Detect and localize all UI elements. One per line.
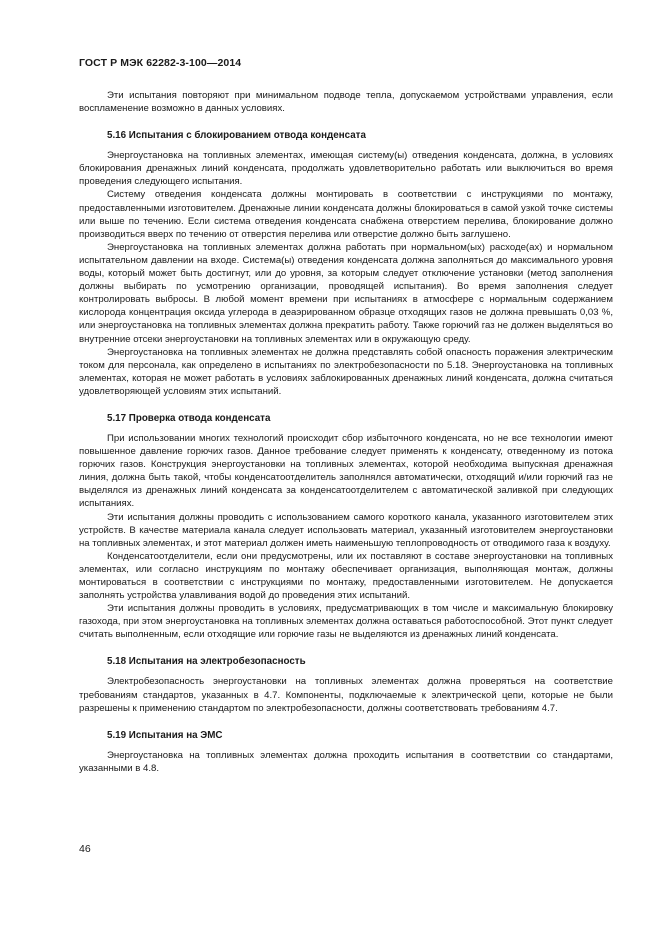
document-header: ГОСТ Р МЭК 62282-3-100—2014 [79,57,242,69]
section-title-5-16: 5.16 Испытания с блокированием отвода конденсата [107,130,366,142]
paragraph: Энергоустановка на топливных элементах, имеющая систему(ы) отведения конденсата, должна, в условиях блокирования дренажных линий конденсата, продолжать удовлетворительно работать или выключиться во время проведения следующего испытания. [79,150,613,188]
paragraph: Эти испытания должны проводить с использованием самого короткого канала, указанного изготовителем этих устройств. В качестве материала канала следует использовать материал, указанный изготовителем энергоустановки на топливных элементах, и этот материал должен иметь наименьшую теплопроводность от отводимого газа к воздуху. [79,511,613,549]
section-title-5-19: 5.19 Испытания на ЭМС [107,729,223,741]
paragraph: Систему отведения конденсата должны монтировать в соответствии с инструкциями по монтажу, предоставленными изготовителем. Дренажные линии конденсата должны блокироваться в самой узкой точке системы или выше по течению. Если система отведения конденсата снабжена отверстием перелива, блокирование должно производиться вверх по течению от отверстия перелива или отверстие должно быть заглушено. [79,189,613,240]
page-number: 46 [79,843,91,855]
intro-paragraph: Эти испытания повторяют при минимальном подводе тепла, допускаемом устройствами управления, если воспламенение возможно в данных условиях. [79,90,613,115]
paragraph: При использовании многих технологий происходит сбор избыточного конденсата, но не все технологии имеют повышенное давление горючих газов. Данное требование следует применять к конденсату, отведенному из потока горючих газов. Конструкция энергоустановки на топливных элементах, которой необходима выпускная дренажная линия, должна быть такой, чтобы конденсатоотделитель заполнялся автоматически, отходящий и/или горючий газ не выделялся из дренажных линий конденсата за конденсатоотделителем с автоматической заливкой при следующих испытаниях. [79,432,613,510]
section-title-5-18: 5.18 Испытания на электробезопасность [107,656,306,668]
paragraph: Эти испытания должны проводить в условиях, предусматривающих в том числе и максимальную блокировку газохода, при этом энергоустановка на топливных элементах должна оставаться работоспособной. Этот пункт следует считать выполненным, если отходящие или горючие газы не выделяются из дренажных линий конденсата. [79,603,613,641]
paragraph: Электробезопасность энергоустановки на топливных элементах должна проверяться на соответствие требованиям стандартов, указанных в 4.7. Компоненты, подключаемые к электрической цепи, которые не были разрешены к применению стандартом по электробезопасности, должны соответствовать требованиям 4.7. [79,676,613,714]
paragraph: Конденсатоотделители, если они предусмотрены, или их поставляют в составе энергоустановки на топливных элементах, или согласно инструкциям по монтажу обеспечивает организация, выполняющая монтаж, должны монтироваться в соответствии с инструкциями по монтажу, предоставленными изготовителем. Не допускается заполнять устройства улавливания водой до проведения этих испытаний. [79,550,613,602]
paragraph: Энергоустановка на топливных элементах не должна представлять собой опасность поражения электрическим током для персонала, как определено в испытаниях по электробезопасности по 5.18. Энергоустановка на топливных элементах, которая не может работать в условиях заблокированных дренажных линий конденсата, должна считаться удовлетворяющей условиям этих испытаний. [79,346,613,397]
page-content [79,89,613,775]
paragraph: Энергоустановка на топливных элементах должна проходить испытания в соответствии со стандартами, указанными в 4.8. [79,749,613,774]
paragraph: Энергоустановка на топливных элементах должна работать при нормальном(ых) расходе(ах) и нормальном испытательном давлении на входе. Система(ы) отведения конденсата должна заполняться до максимального уровня воды, который может быть достигнут, или до уровня, за которым следует отключение установки (метод заполнения должны выбирать по усмотрению организации, проводящей испытания). Во время заполнения следует контролировать выбросы. В любой момент времени при испытаниях в атмосфере с нормальным содержанием кислорода концентрация оксида углерода в деаэрированном образце отходящих газов не должна превышать 0,03 %, или энергоустановка на топливных элементах должна прекратить работу. Также горючий газ не должен выделяться во внутренние отсеки энергоустановки на топливных элементах или в окружающую среду. [79,241,613,345]
section-title-5-17: 5.17 Проверка отвода конденсата [107,412,271,424]
